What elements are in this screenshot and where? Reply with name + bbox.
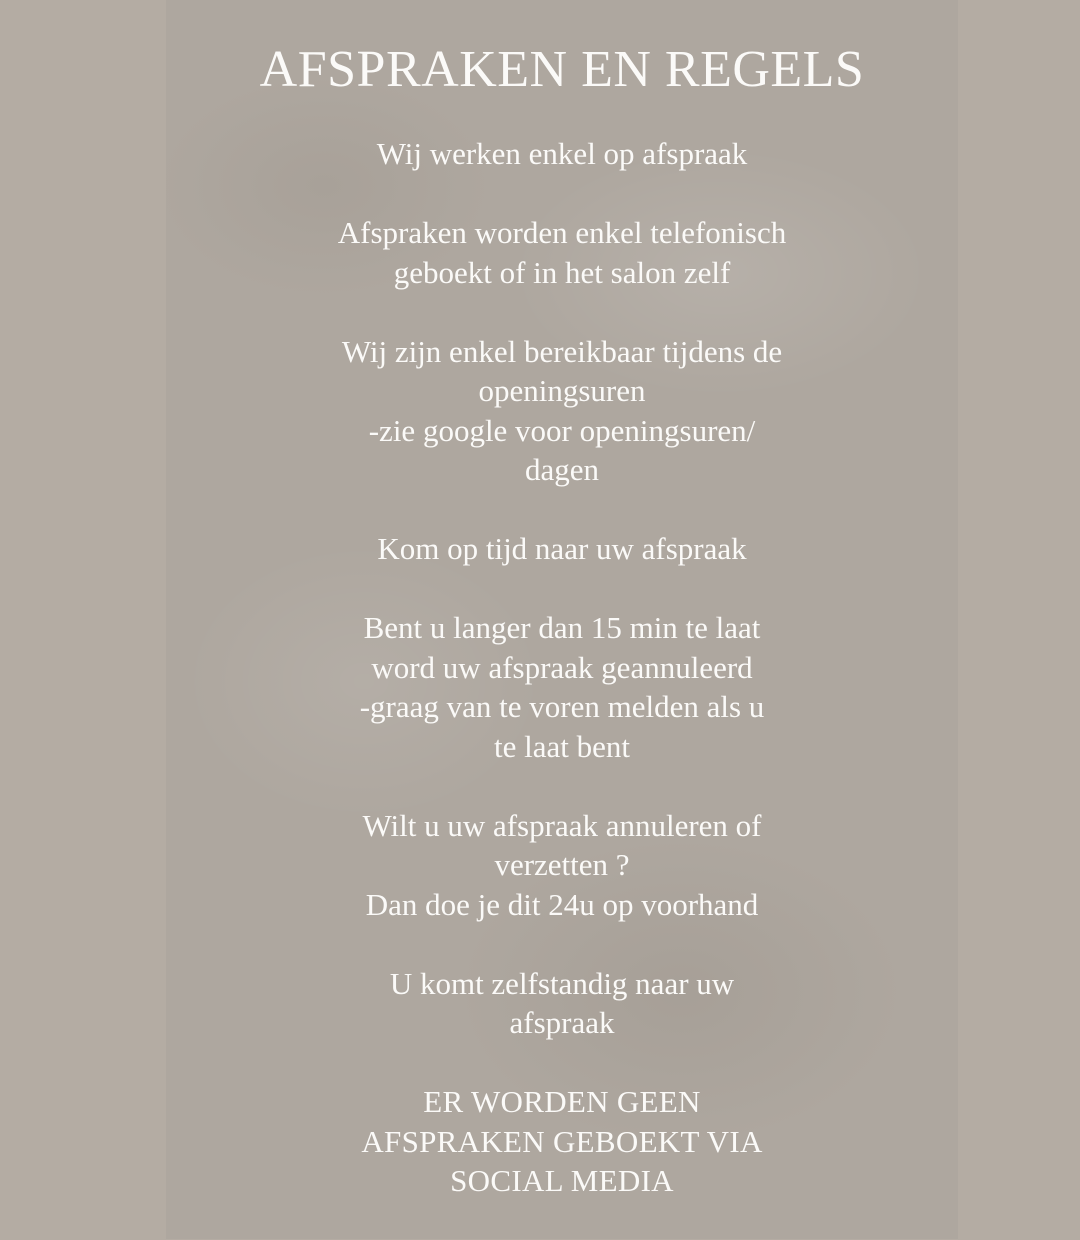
- rule-line: Wij zijn enkel bereikbaar tijdens de: [341, 333, 783, 369]
- rule-line: Wilt u uw afspraak annuleren of: [362, 807, 762, 843]
- rule-line: afspraak: [509, 1005, 615, 1040]
- rule-appointment-only: [166, 134, 958, 174]
- rule-line: Wij werken enkel op afspraak: [376, 136, 748, 171]
- rule-line: Dan doe je dit 24u op voorhand: [365, 886, 759, 922]
- rule-come-alone: [166, 964, 958, 1043]
- rule-booking-method: [166, 213, 958, 292]
- rule-line: U komt zelfstandig naar uw: [389, 965, 735, 1001]
- rule-line: openingsuren: [478, 373, 646, 408]
- rule-reachability: [166, 332, 958, 490]
- rule-be-on-time: [166, 529, 958, 569]
- rules-card: [166, 0, 958, 1239]
- rule-line: -zie google voor openingsuren/: [368, 412, 756, 448]
- rule-no-social-media-booking: [166, 1082, 958, 1201]
- rule-line: AFSPRAKEN GEBOEKT VIA: [361, 1123, 763, 1159]
- rule-line: ER WORDEN GEEN: [423, 1084, 701, 1119]
- rule-line: Bent u langer dan 15 min te laat: [363, 610, 761, 645]
- rules-list: [166, 134, 958, 1240]
- rule-late-policy: [166, 608, 958, 766]
- page-title: AFSPRAKEN EN REGELS: [259, 41, 865, 98]
- rule-line: te laat bent: [494, 728, 630, 764]
- rule-line: dagen: [524, 452, 600, 487]
- rule-cancellation: [166, 806, 958, 925]
- rule-line: word uw afspraak geannuleerd: [371, 649, 753, 685]
- rule-line: SOCIAL MEDIA: [450, 1163, 674, 1198]
- rule-line: geboekt of in het salon zelf: [393, 254, 731, 290]
- rule-line: Afspraken worden enkel telefonisch: [337, 215, 787, 250]
- rule-line: verzetten ?: [494, 847, 630, 882]
- rule-line: Kom op tijd naar uw afspraak: [377, 531, 747, 566]
- rule-line: -graag van te voren melden als u: [359, 689, 765, 724]
